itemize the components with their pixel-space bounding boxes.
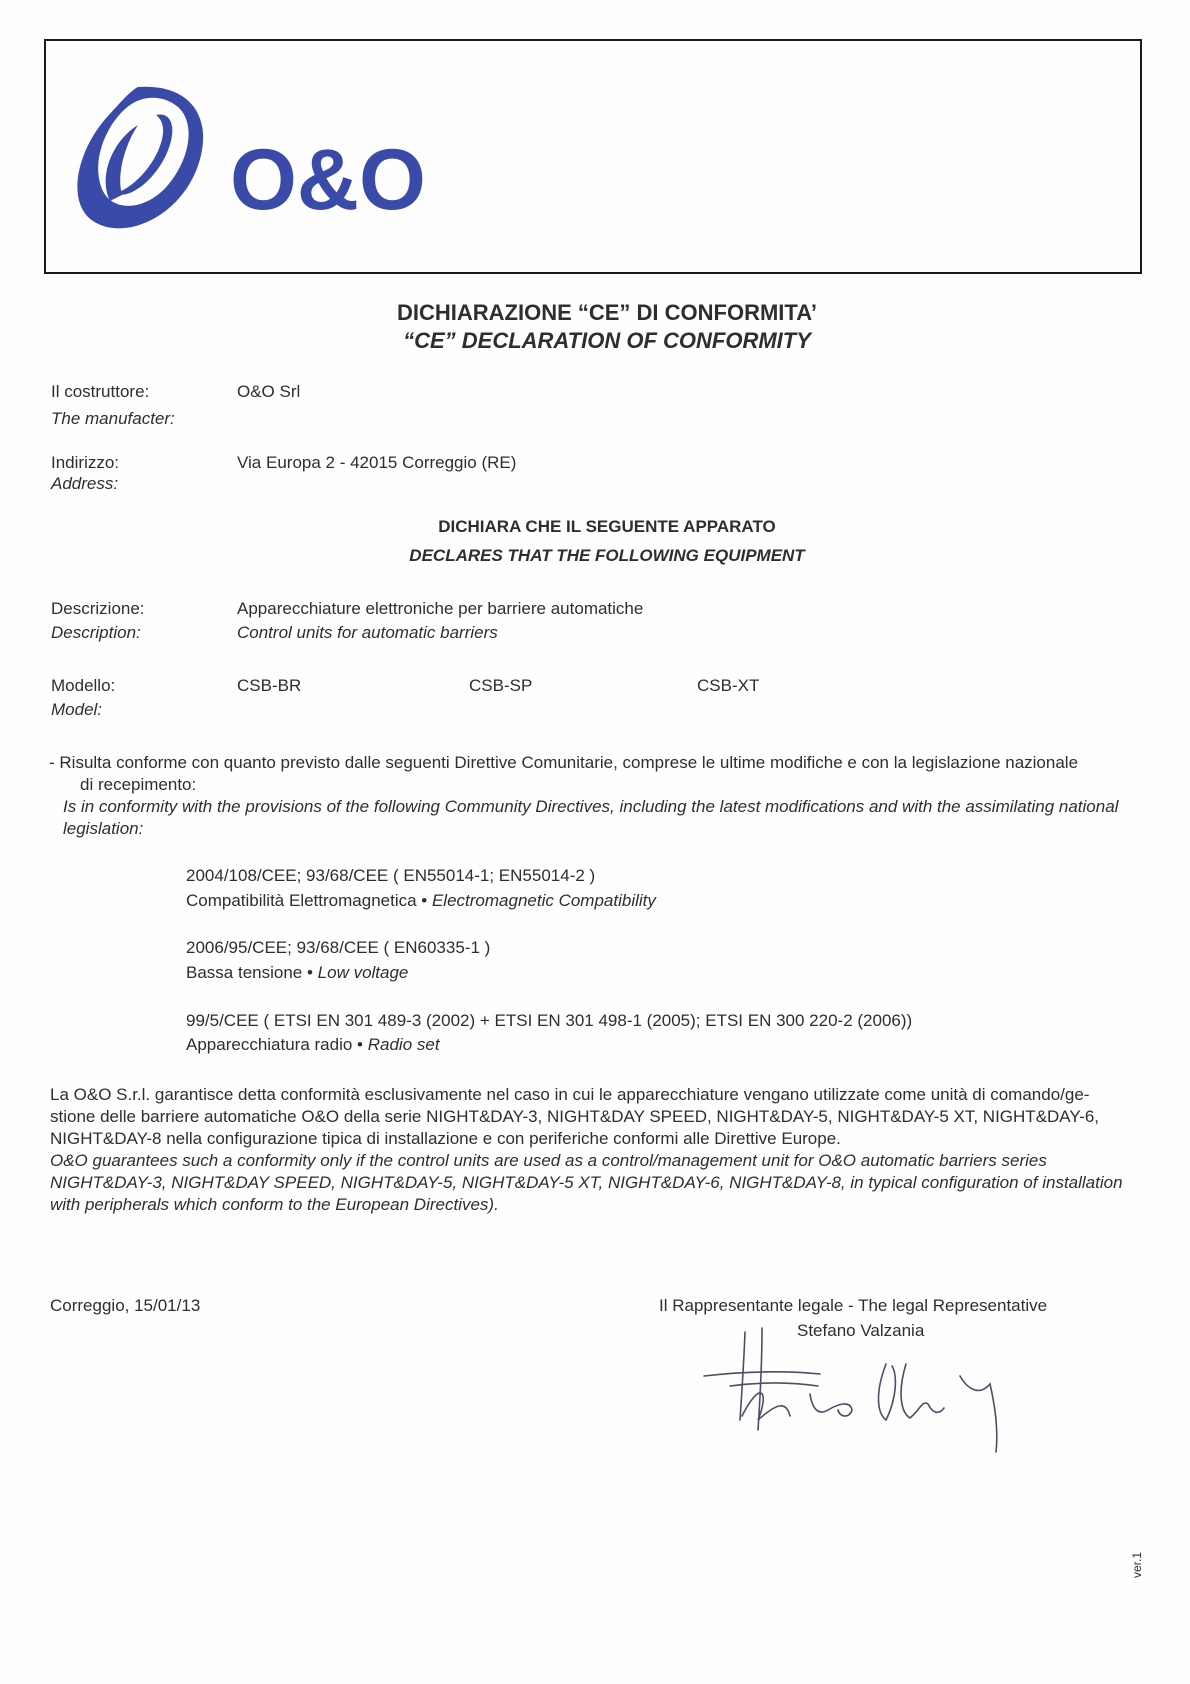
logo-text: O&O bbox=[230, 132, 426, 228]
conformity-it-line-1: - Risulta conforme con quanto previsto dalle seguenti Direttive Comunitarie, comprese le ultime modifiche e con la legislazione nazionale bbox=[49, 753, 1079, 772]
directive-2-name bbox=[186, 963, 408, 983]
manufacturer-label-en: The manufacter: bbox=[51, 409, 175, 428]
address-label-it: Indirizzo: bbox=[51, 453, 120, 472]
manufacturer-value: O&O Srl bbox=[237, 382, 301, 401]
guarantee-it-line-3: NIGHT&DAY-8 nella configurazione tipica di installazione e con periferiche conformi alle Direttive Europe. bbox=[50, 1129, 841, 1148]
model-value-1: CSB-BR bbox=[237, 676, 302, 695]
description-value-it: Apparecchiature elettroniche per barriere automatiche bbox=[237, 599, 644, 618]
conformity-en-line-2: legislation: bbox=[63, 819, 144, 838]
oo-logo bbox=[68, 81, 428, 241]
representative-name: Stefano Valzania bbox=[797, 1321, 925, 1340]
model-label-en: Model: bbox=[51, 700, 103, 719]
description-label-it: Descrizione: bbox=[51, 599, 145, 618]
directive-3-sep: • bbox=[352, 1035, 368, 1054]
place-date: Correggio, 15/01/13 bbox=[50, 1296, 201, 1315]
guarantee-paragraph bbox=[50, 1084, 1150, 1216]
title-english: “CE” DECLARATION OF CONFORMITY bbox=[403, 328, 811, 353]
conformity-it-line-2: di recepimento: bbox=[80, 775, 197, 794]
handwritten-signature bbox=[700, 1320, 1030, 1460]
directive-1-name-it: Compatibilità Elettromagnetica bbox=[186, 891, 417, 910]
address-label-en: Address: bbox=[51, 474, 119, 493]
address-value: Via Europa 2 - 42015 Correggio (RE) bbox=[237, 453, 517, 472]
description-label-en: Description: bbox=[51, 623, 141, 642]
directive-3-name bbox=[186, 1035, 440, 1055]
declares-english: DECLARES THAT THE FOLLOWING EQUIPMENT bbox=[409, 546, 805, 565]
description-value-en: Control units for automatic barriers bbox=[237, 623, 498, 642]
directive-2-codes: 2006/95/CEE; 93/68/CEE ( EN60335-1 ) bbox=[186, 938, 491, 957]
conformity-en-line-1: Is in conformity with the provisions of the following Community Directives, including the latest modifications and with the assimilating national bbox=[63, 797, 1119, 816]
representative-title: Il Rappresentante legale - The legal Representative bbox=[659, 1296, 1048, 1315]
model-value-2: CSB-SP bbox=[469, 676, 533, 695]
guarantee-it-line-2: stione delle barriere automatiche O&O della serie NIGHT&DAY-3, NIGHT&DAY SPEED, NIGHT&DAY-5, NIGHT&DAY-5 XT, NIGHT&DAY-6, bbox=[50, 1107, 1100, 1126]
manufacturer-label-it: Il costruttore: bbox=[51, 382, 150, 401]
conformity-statement bbox=[49, 752, 1149, 840]
logo-header-box bbox=[44, 39, 1142, 274]
model-label-it: Modello: bbox=[51, 676, 116, 695]
directive-2-sep: • bbox=[302, 963, 318, 982]
directive-2-name-en: Low voltage bbox=[317, 963, 409, 982]
declares-italian: DICHIARA CHE IL SEGUENTE APPARATO bbox=[438, 517, 776, 536]
directive-3-codes: 99/5/CEE ( ETSI EN 301 489-3 (2002) + ETSI EN 301 498-1 (2005); ETSI EN 300 220-2 (2006)) bbox=[186, 1011, 913, 1030]
guarantee-en-line-2: NIGHT&DAY-3, NIGHT&DAY SPEED, NIGHT&DAY-5, NIGHT&DAY-5 XT, NIGHT&DAY-6, NIGHT&DAY-8, in typical configuration of installation bbox=[50, 1173, 1123, 1192]
directive-1-sep: • bbox=[416, 891, 432, 910]
directive-1-name bbox=[186, 891, 656, 911]
directive-2-name-it: Bassa tensione bbox=[186, 963, 303, 982]
directive-1-name-en: Electromagnetic Compatibility bbox=[431, 891, 656, 910]
guarantee-it-line-1: La O&O S.r.l. garantisce detta conformità esclusivamente nel caso in cui le apparecchiature vengano utilizzate come unità di comando/ge- bbox=[50, 1085, 1090, 1104]
directive-3-name-it: Apparecchiatura radio bbox=[186, 1035, 353, 1054]
version-label: ver.1 bbox=[1130, 1551, 1144, 1578]
title-italian: DICHIARAZIONE “CE” DI CONFORMITA’ bbox=[396, 300, 818, 325]
guarantee-en-line-1: O&O guarantees such a conformity only if the control units are used as a control/management unit for O&O automatic barriers series bbox=[50, 1151, 1047, 1170]
model-value-3: CSB-XT bbox=[697, 676, 760, 695]
guarantee-en-line-3: with peripherals which conform to the European Directives). bbox=[50, 1195, 499, 1214]
directive-1-codes: 2004/108/CEE; 93/68/CEE ( EN55014-1; EN55014-2 ) bbox=[186, 866, 596, 885]
directive-3-name-en: Radio set bbox=[367, 1035, 440, 1054]
